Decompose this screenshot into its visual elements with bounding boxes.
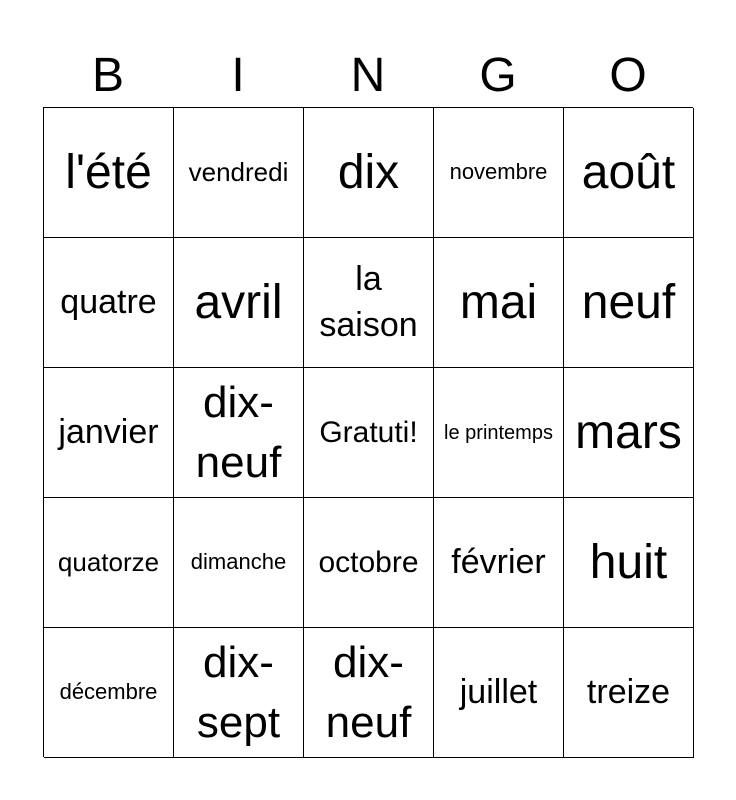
- bingo-cell-r4-c4[interactable]: février: [434, 498, 564, 628]
- bingo-cell-r1-c2[interactable]: vendredi: [174, 108, 304, 238]
- bingo-cell-r4-c2[interactable]: dimanche: [174, 498, 304, 628]
- bingo-cell-r5-c2[interactable]: dix-sept: [174, 628, 304, 758]
- bingo-cell-r2-c1[interactable]: quatre: [44, 238, 174, 368]
- bingo-cell-r5-c5[interactable]: treize: [564, 628, 694, 758]
- bingo-grid: [43, 107, 693, 757]
- bingo-cell-r2-c4[interactable]: mai: [434, 238, 564, 368]
- header-letter-i: I: [231, 49, 245, 102]
- bingo-cell-r3-c1[interactable]: janvier: [44, 368, 174, 498]
- bingo-cell-r3-c2[interactable]: dix-neuf: [174, 368, 304, 498]
- header-letter-n: N: [350, 49, 386, 102]
- header-letter-g: G: [479, 49, 517, 102]
- bingo-cell-r1-c5[interactable]: août: [564, 108, 694, 238]
- bingo-cell-r2-c5[interactable]: neuf: [564, 238, 694, 368]
- bingo-cell-r2-c3[interactable]: la saison: [304, 238, 434, 368]
- header-letter-b: B: [91, 49, 124, 102]
- bingo-cell-r5-c1[interactable]: décembre: [44, 628, 174, 758]
- bingo-cell-r3-c5[interactable]: mars: [564, 368, 694, 498]
- bingo-cell-r1-c1[interactable]: l'été: [44, 108, 174, 238]
- bingo-cell-r3-c4[interactable]: le printemps: [434, 368, 564, 498]
- bingo-cell-r4-c5[interactable]: huit: [564, 498, 694, 628]
- header-letter-o: O: [609, 49, 647, 102]
- bingo-cell-r5-c4[interactable]: juillet: [434, 628, 564, 758]
- bingo-cell-r1-c4[interactable]: novembre: [434, 108, 564, 238]
- bingo-header: [43, 46, 693, 106]
- bingo-cell-r4-c3[interactable]: octobre: [304, 498, 434, 628]
- bingo-cell-r2-c2[interactable]: avril: [174, 238, 304, 368]
- bingo-cell-r1-c3[interactable]: dix: [304, 108, 434, 238]
- bingo-cell-free[interactable]: Gratuti!: [304, 368, 434, 498]
- bingo-cell-r5-c3[interactable]: dix-neuf: [304, 628, 434, 758]
- bingo-cell-r4-c1[interactable]: quatorze: [44, 498, 174, 628]
